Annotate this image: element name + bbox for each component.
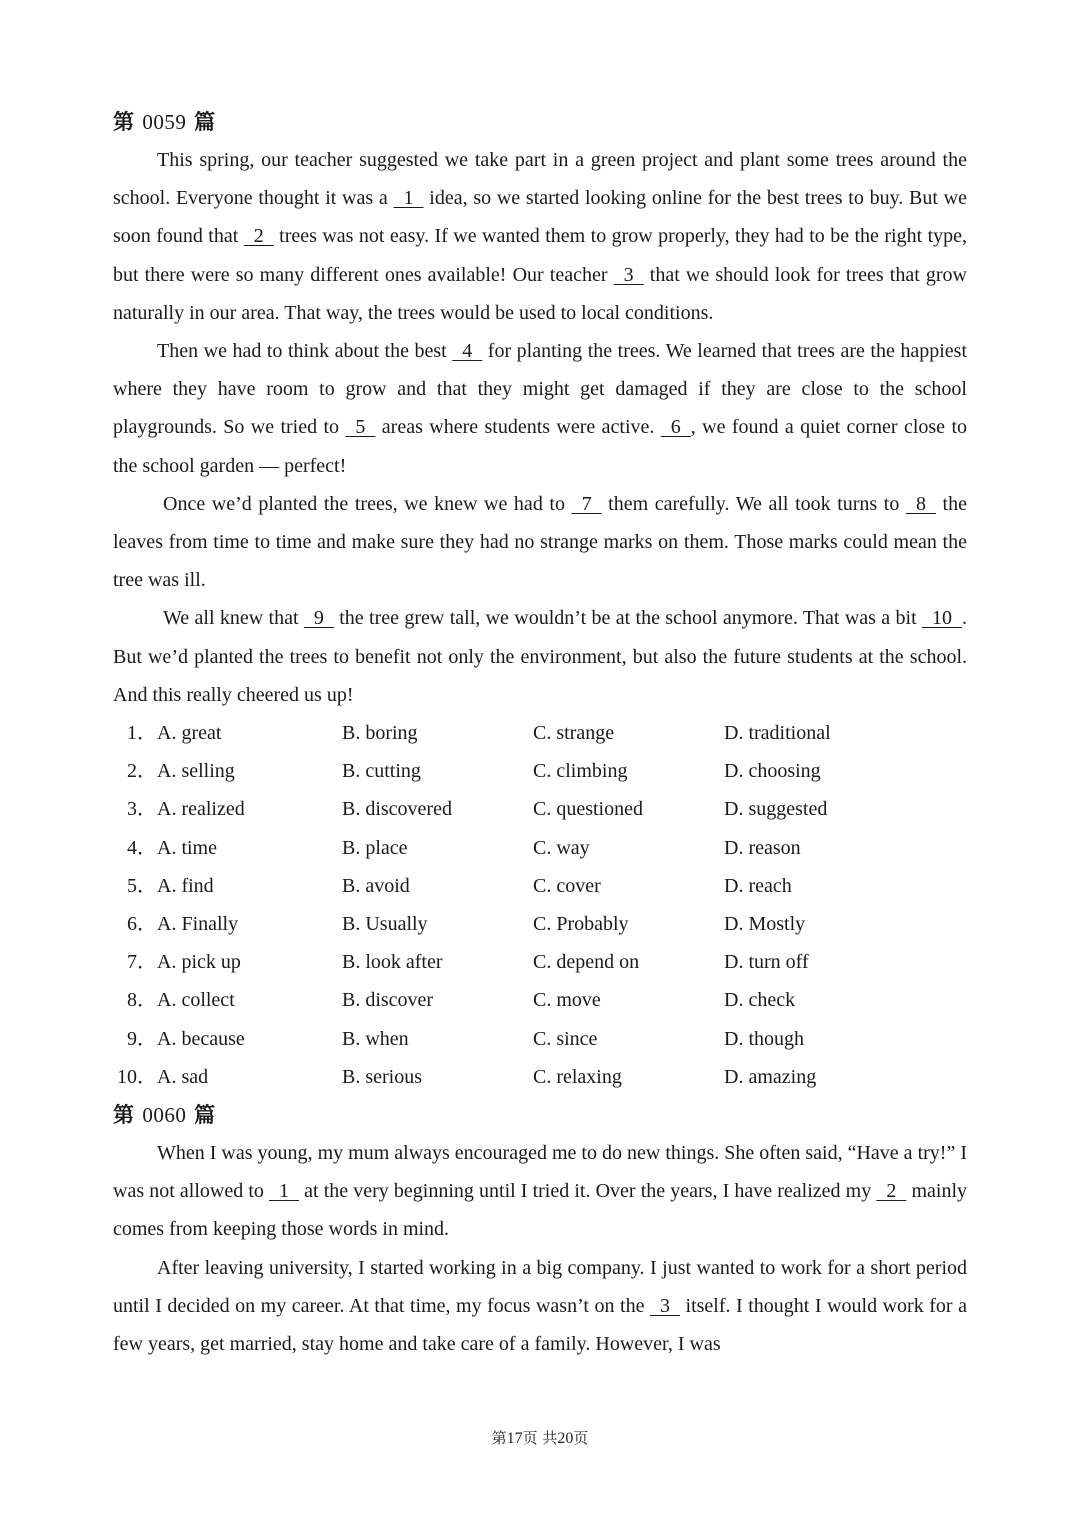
option-number: 9． [127,1027,157,1050]
option-b: B. look after [342,951,443,974]
option-d: D. amazing [724,1065,817,1088]
option-b: B. place [342,836,408,859]
option-row [113,905,967,943]
option-b: B. discovered [342,798,452,821]
option-c: C. cover [533,874,601,897]
passage-59-paragraph-1: This spring, our teacher suggested we take part in a green project and plant some trees around the school. Everyone thought it was a 1 idea, so we started looking online for the best trees to buy. But we soon found that 2 trees was not easy. If we wanted them to grow properly, they had to be the right type, but there were so many different ones available! Our teacher 3 that we should look for trees that grow naturally in our area. That way, the trees would be used to local conditions. [113,149,967,324]
option-number: 2． [127,760,157,783]
passage-59-paragraph-3: Once we’d planted the trees, we knew we had to 7 them carefully. We all took turns to 8 the leaves from time to time and make sure they had no strange marks on them. Those marks could mean the tree was ill. [113,485,967,600]
option-d: D. choosing [724,760,821,783]
option-c: C. move [533,989,601,1012]
option-b: B. avoid [342,874,410,897]
option-row [113,1020,967,1058]
option-d: D. suggested [724,798,828,821]
blank-4: 4 [452,340,483,363]
option-number: 5． [127,874,157,897]
blank-5: 5 [345,416,376,439]
option-row [113,867,967,905]
option-row [113,714,967,752]
option-a: A. because [157,1027,245,1050]
option-row [113,981,967,1019]
page-footer: 第17页 共20页 [491,1429,589,1447]
blank-3: 3 [613,263,644,286]
option-number: 10． [117,1065,157,1088]
passage-59-heading: 第 0059 篇 [113,110,216,134]
option-row [113,752,967,790]
option-number: 7． [127,951,157,974]
option-a: A. selling [157,760,235,783]
blank-1: 1 [393,187,424,210]
passage-60-paragraph-1: When I was young, my mum always encouraged me to do new things. She often said, “Have a try!” I was not allowed to 1 at the very beginning until I tried it. Over the years, I have realized my 2 mainly comes from keeping those words in mind. [113,1141,967,1241]
option-a: A. find [157,874,214,897]
option-c: C. Probably [533,912,629,935]
option-d: D. traditional [724,722,831,745]
blank-8: 8 [905,492,936,515]
option-b: B. serious [342,1065,422,1088]
option-d: D. though [724,1027,804,1050]
passage-59-paragraph-2: Then we had to think about the best 4 for planting the trees. We learned that trees are the happiest where they have room to grow and that they might get damaged if they are close to the school playgrounds. So we tried to 5 areas where students were active. 6 , we found a quiet corner close to the school garden — perfect! [113,332,967,485]
option-b: B. cutting [342,760,421,783]
blank-9: 9 [303,607,334,630]
option-c: C. questioned [533,798,643,821]
blank-2: 2 [876,1180,907,1203]
option-d: D. reach [724,874,792,897]
option-d: D. turn off [724,951,809,974]
option-row [113,829,967,867]
option-c: C. strange [533,722,615,745]
blank-7: 7 [571,492,602,515]
option-row [113,1058,967,1096]
option-number: 3． [127,798,157,821]
option-c: C. depend on [533,951,640,974]
option-b: B. boring [342,722,418,745]
option-b: B. discover [342,989,434,1012]
option-a: A. time [157,836,217,859]
blank-6: 6 [660,416,691,439]
passage-59-paragraph-4: We all knew that 9 the tree grew tall, we wouldn’t be at the school anymore. That was a bit 10 . But we’d planted the trees to benefit not only the environment, but also the future students at the school. And this really cheered us up! [113,599,967,714]
option-b: B. when [342,1027,409,1050]
blank-10: 10 [922,607,963,630]
option-number: 8． [127,989,157,1012]
option-d: D. reason [724,836,801,859]
option-a: A. collect [157,989,235,1012]
option-c: C. since [533,1027,598,1050]
blank-2: 2 [243,225,274,248]
answer-options [113,714,967,1096]
option-number: 6． [127,912,157,935]
option-a: A. pick up [157,951,241,974]
passage-60-heading: 第 0060 篇 [113,1102,216,1127]
blank-1: 1 [269,1180,300,1203]
option-row [113,943,967,981]
option-number: 1． [127,722,157,745]
option-number: 4． [127,836,157,859]
option-c: C. climbing [533,760,628,783]
option-c: C. relaxing [533,1065,622,1088]
blank-3: 3 [649,1294,680,1317]
option-d: D. Mostly [724,912,806,935]
option-a: A. sad [157,1065,209,1088]
document-page [113,103,967,1363]
option-a: A. realized [157,798,245,821]
option-a: A. Finally [157,912,239,935]
option-a: A. great [157,722,222,745]
passage-60-paragraph-2: After leaving university, I started working in a big company. I just wanted to work for a short period until I decided on my career. At that time, my focus wasn’t on the 3 itself. I thought I would work for a few years, get married, stay home and take care of a family. However, I was [113,1256,967,1355]
option-b: B. Usually [342,912,428,935]
option-d: D. check [724,989,796,1012]
option-row [113,790,967,828]
option-c: C. way [533,836,590,859]
